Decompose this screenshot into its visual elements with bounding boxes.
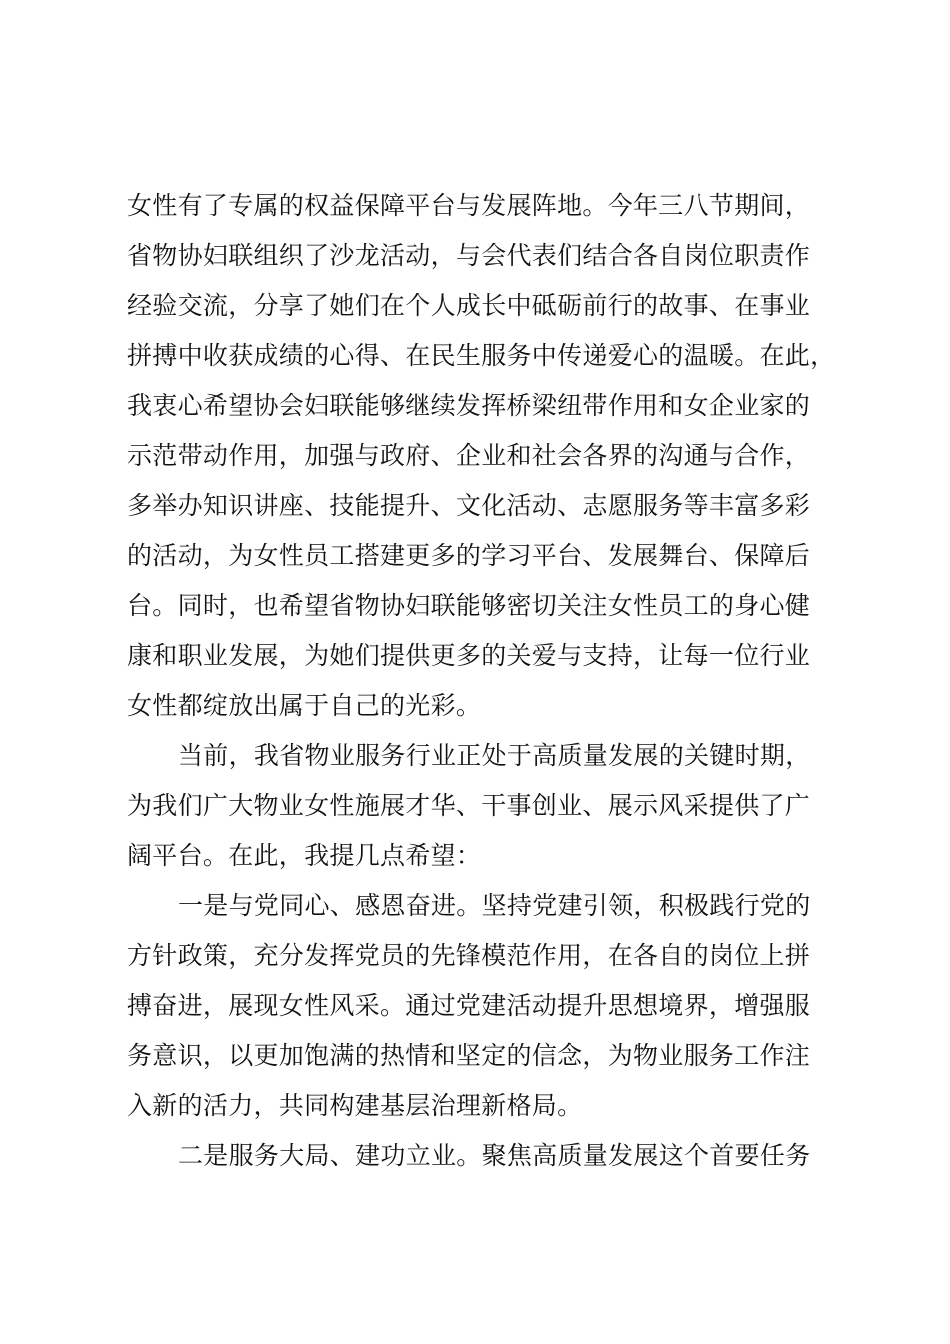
text-line-18: 务意识，以更加饱满的热情和坚定的信念，为物业服务工作注	[127, 1041, 811, 1070]
text-line-1: 女性有了专属的权益保障平台与发展阵地。今年三八节期间，	[127, 191, 811, 220]
text-line-14: 阔平台。在此，我提几点希望：	[127, 841, 482, 870]
text-line-5: 我衷心希望协会妇联能够继续发挥桥梁纽带作用和女企业家的	[127, 391, 811, 420]
text-line-4: 拼搏中收获成绩的心得、在民生服务中传递爱心的温暖。在此，	[127, 341, 836, 370]
text-line-19: 入新的活力，共同构建基层治理新格局。	[127, 1091, 583, 1120]
text-line-11: 女性都绽放出属于自己的光彩。	[127, 691, 482, 720]
text-line-10: 康和职业发展，为她们提供更多的关爱与支持，让每一位行业	[127, 641, 811, 670]
text-line-9: 台。同时，也希望省物协妇联能够密切关注女性员工的身心健	[127, 591, 811, 620]
text-line-16: 方针政策，充分发挥党员的先锋模范作用，在各自的岗位上拼	[127, 941, 811, 970]
text-line-13: 为我们广大物业女性施展才华、干事创业、展示风采提供了广	[127, 791, 811, 820]
text-line-8: 的活动，为女性员工搭建更多的学习平台、发展舞台、保障后	[127, 541, 811, 570]
text-line-2: 省物协妇联组织了沙龙活动，与会代表们结合各自岗位职责作	[127, 241, 811, 270]
text-line-6: 示范带动作用，加强与政府、企业和社会各界的沟通与合作，	[127, 441, 811, 470]
text-line-17: 搏奋进，展现女性风采。通过党建活动提升思想境界，增强服	[127, 991, 811, 1020]
text-line-3: 经验交流，分享了她们在个人成长中砥砺前行的故事、在事业	[127, 291, 811, 320]
text-line-7: 多举办知识讲座、技能提升、文化活动、志愿服务等丰富多彩	[127, 491, 811, 520]
body-text	[127, 181, 857, 1181]
text-line-12: 当前，我省物业服务行业正处于高质量发展的关键时期，	[178, 741, 811, 770]
text-line-15: 一是与党同心、感恩奋进。坚持党建引领，积极践行党的	[178, 891, 811, 920]
text-line-20: 二是服务大局、建功立业。聚焦高质量发展这个首要任务	[178, 1141, 811, 1170]
